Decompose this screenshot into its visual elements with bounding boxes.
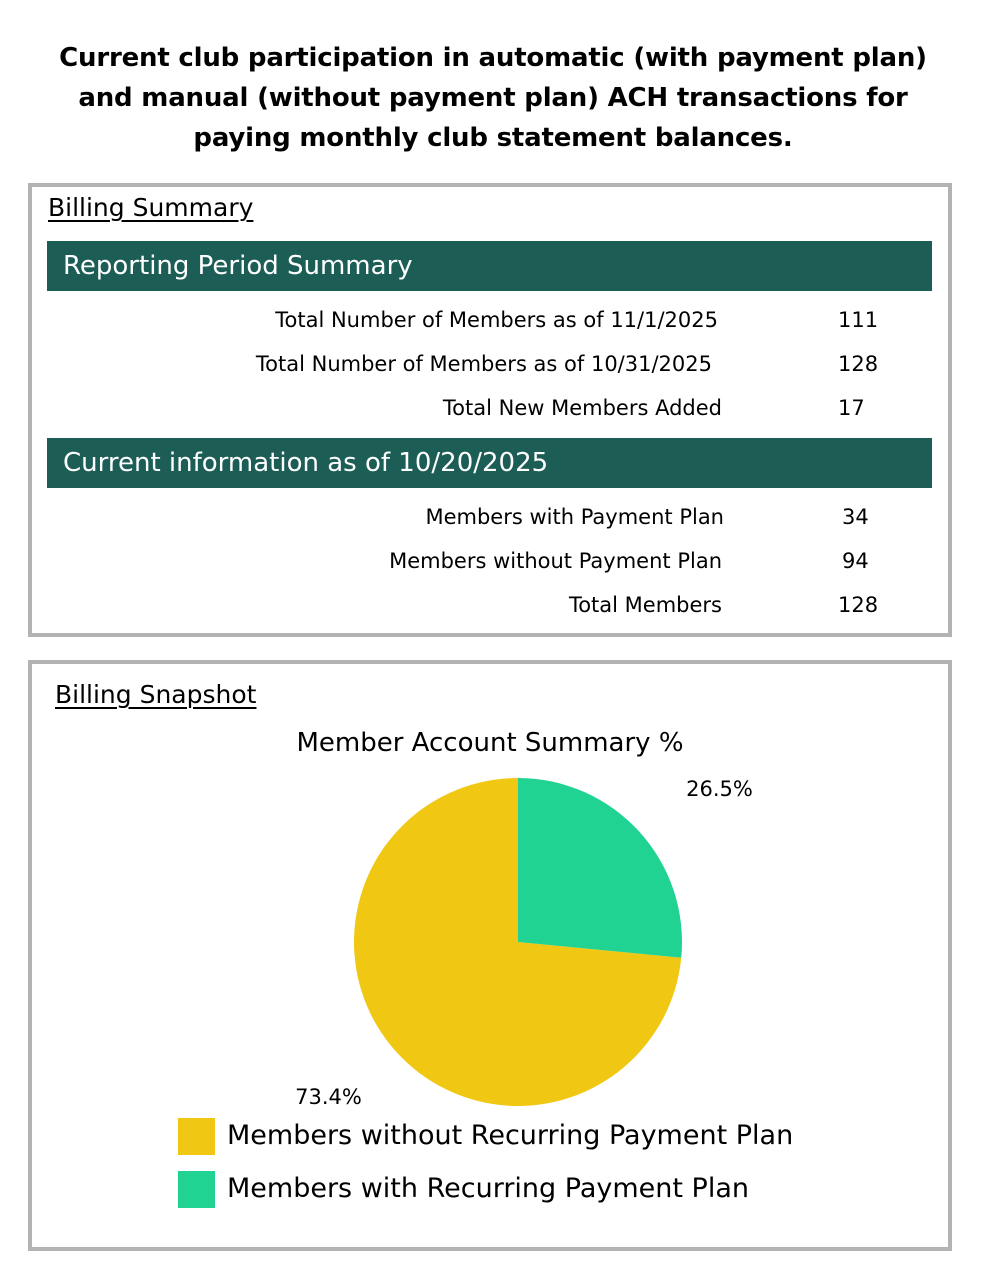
chart-title: Member Account Summary % xyxy=(296,728,684,758)
reporting-row-label: Total Number of Members as of 11/1/2025 xyxy=(275,308,718,332)
current-info-row xyxy=(32,501,948,533)
reporting-row-value: 17 xyxy=(838,396,865,420)
current-info-row xyxy=(32,545,948,577)
reporting-row xyxy=(32,304,948,336)
page-title xyxy=(20,38,966,158)
current-info-row-label: Members without Payment Plan xyxy=(389,549,722,573)
current-info-row-value: 34 xyxy=(842,505,869,529)
billing-summary-heading: Billing Summary xyxy=(48,193,254,222)
page-title-line-3: paying monthly club statement balances. xyxy=(193,123,793,153)
page-title-line-1: Current club participation in automatic (with payment plan) xyxy=(59,43,927,73)
current-info-row xyxy=(32,589,948,621)
billing-snapshot-heading: Billing Snapshot xyxy=(55,680,257,709)
current-info-row-label: Members with Payment Plan xyxy=(425,505,724,529)
legend-label: Members without Recurring Payment Plan xyxy=(227,1120,794,1151)
pie-data-label-with-plan: 26.5% xyxy=(686,777,753,802)
pie-data-label-without-plan: 73.4% xyxy=(295,1084,362,1109)
reporting-row-label: Total Number of Members as of 10/31/2025 xyxy=(255,352,712,376)
billing-summary-panel xyxy=(28,183,952,637)
reporting-period-header: Reporting Period Summary xyxy=(47,241,932,291)
current-info-header: Current information as of 10/20/2025 xyxy=(47,438,932,488)
reporting-row xyxy=(32,392,948,424)
reporting-row-value: 128 xyxy=(838,352,879,376)
pie-chart xyxy=(32,664,948,1247)
pie-slice-with-plan xyxy=(518,778,682,958)
reporting-row-label: Total New Members Added xyxy=(442,396,722,420)
billing-snapshot-panel xyxy=(28,660,952,1251)
current-info-row-label: Total Members xyxy=(568,593,722,617)
reporting-row xyxy=(32,348,948,380)
legend-label: Members with Recurring Payment Plan xyxy=(227,1173,749,1204)
legend-swatch xyxy=(178,1118,215,1155)
current-info-row-value: 128 xyxy=(838,593,879,617)
current-info-row-value: 94 xyxy=(842,549,869,573)
page-title-line-2: and manual (without payment plan) ACH transactions for xyxy=(78,83,908,113)
legend-swatch xyxy=(178,1171,215,1208)
reporting-row-value: 111 xyxy=(838,308,879,332)
